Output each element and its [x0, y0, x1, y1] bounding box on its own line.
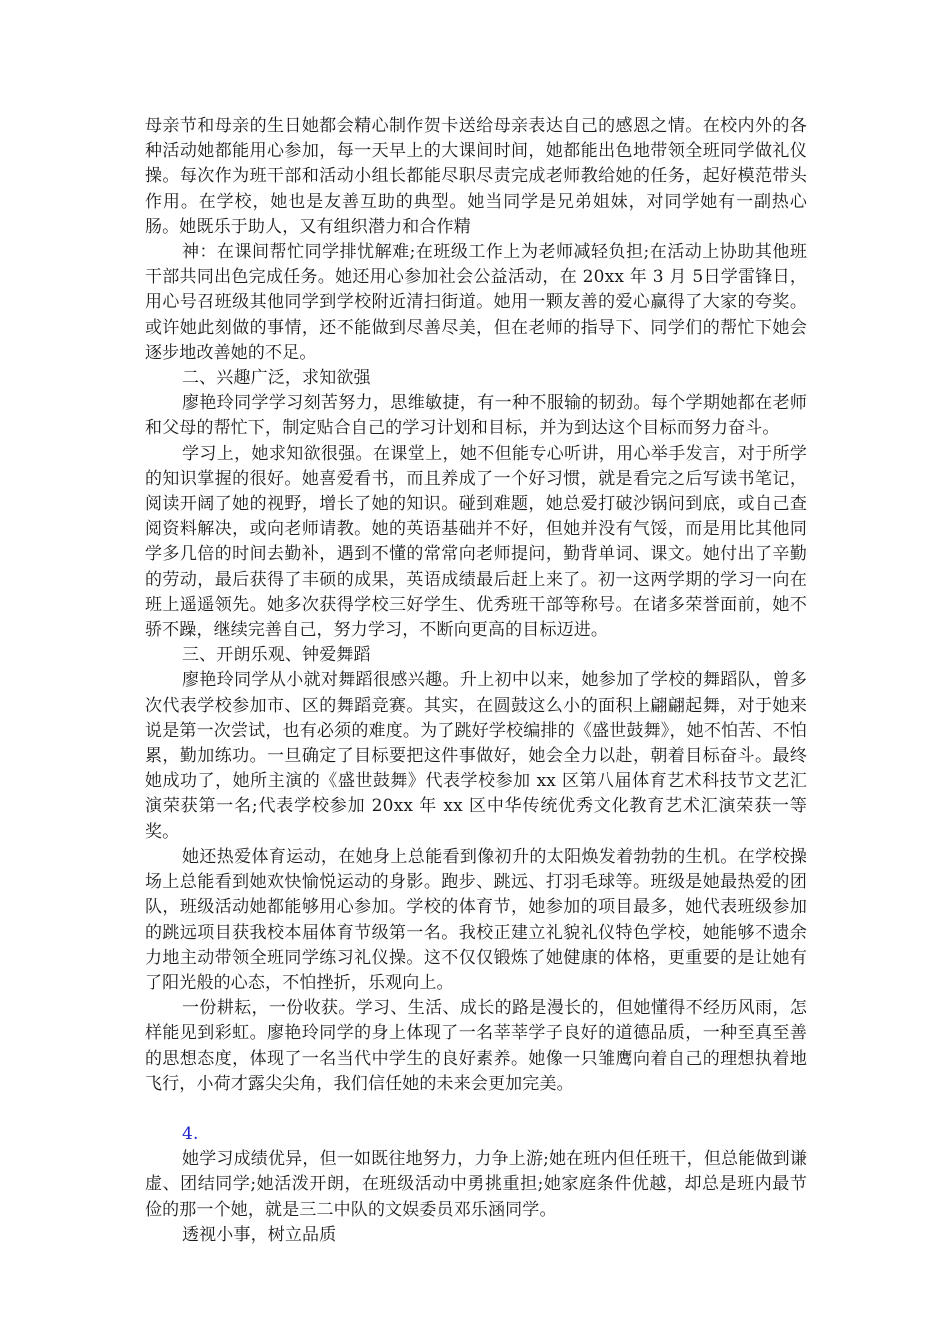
paragraph-cooperation: 神：在课间帮忙同学排忧解难;在班级工作上为老师减轻负担;在活动上协助其他班干部共同出色完成任务。她还用心参加社会公益活动，在 20xx 年 3 月 5日学雷锋日，用心号召班级其他同学到学校附近清扫街道。她用一颗友善的爱心赢得了大家的夸奖。或许她此刻做的事情，还不能做到尽善尽美，但在老师的指导下、同学们的帮忙下她会逐步地改善她的不足。	[145, 242, 807, 363]
paragraph-study-details: 学习上，她求知欲很强。在课堂上，她不但能专心听讲，用心举手发言，对于所学的知识掌握的很好。她喜爱看书，而且养成了一个好习惯，就是看完之后写读书笔记，阅读开阔了她的视野，增长了她的知识。碰到难题，她总爱打破沙锅问到底，或自己查阅资料解决，或向老师请教。她的英语基础并不好，但她并没有气馁，而是用比其他同学多几倍的时间去勤补，遇到不懂的常常向老师提问，勤背单词、课文。她付出了辛勤的劳动，最后获得了丰硕的成果，英语成绩最后赶上来了。初一这两学期的学习一向在班上遥遥领先。她多次获得学校三好学生、优秀班干部等称号。在诸多荣誉面前，她不骄不躁，继续完善自己，努力学习，不断向更高的目标迈进。	[145, 443, 807, 641]
section-heading-interests: 二、兴趣广泛，求知欲强	[182, 368, 371, 389]
paragraph-dance: 廖艳玲同学从小就对舞蹈很感兴趣。升上初中以来，她参加了学校的舞蹈队，曾多次代表学校参加市、区的舞蹈竞赛。其实，在圆鼓这么小的面积上翩翩起舞，对于她来说是第一次尝试，也有必须的难度。为了跳好学校编排的《盛世鼓舞》，她不怕苦、不怕累，勤加练功。一旦确定了目标要把这件事做好，她会全力以赴，朝着目标奋斗。最终她成功了，她所主演的《盛世鼓舞》代表学校参加 xx 区第八届体育艺术科技节文艺汇演荣获第一名;代表学校参加 20xx 年 xx 区中华传统优秀文化教育艺术汇演荣获一等奖。	[145, 670, 807, 842]
section-heading-dance: 三、开朗乐观、钟爱舞蹈	[182, 645, 371, 666]
paragraph-gratitude: 母亲节和母亲的生日她都会精心制作贺卡送给母亲表达自己的感恩之情。在校内外的各种活动她都能用心参加，每一天早上的大课间时间，她都能出色地带领全班同学做礼仪操。每次作为班干部和活动小组长都能尽职尽责完成老师教给她的任务，起好模范带头作用。在学校，她也是友善互助的典型。她当同学是兄弟姐妹，对同学她有一副热心肠。她既乐于助人，又有组织潜力和合作精	[145, 116, 807, 237]
paragraph-conclusion: 一份耕耘，一份收获。学习、生活、成长的路是漫长的，但她懂得不经历风雨，怎样能见到彩虹。廖艳玲同学的身上体现了一名莘莘学子良好的道德品质，一种至真至善的思想态度，体现了一名当代中学生的良好素养。她像一只雏鹰向着自己的理想执着地飞行，小荷才露尖尖角，我们信任她的未来会更加完美。	[145, 998, 807, 1094]
blank-line	[145, 1097, 807, 1122]
document-body	[145, 114, 807, 1248]
paragraph-study-diligence: 廖艳玲同学学习刻苦努力，思维敏捷，有一种不服输的韧劲。每个学期她都在老师和父母的帮忙下，制定贴合自己的学习计划和目标，并为到达这个目标而努力奋斗。	[145, 393, 807, 439]
paragraph-sports: 她还热爱体育运动，在她身上总能看到像初升的太阳焕发着勃勃的生机。在学校操场上总能看到她欢快愉悦运动的身影。跑步、跳远、打羽毛球等。班级是她最热爱的团队，班级活动她都能够用心参加。学校的体育节，她参加的项目最多，她代表班级参加的跳远项目获我校本届体育节级第一名。我校正建立礼貌礼仪特色学校，她能够不遗余力地主动带领全班同学练习礼仪操。这不仅仅锻炼了她健康的体格，更重要的是让她有了阳光般的心态，不怕挫折，乐观向上。	[145, 846, 807, 993]
list-number: 4.	[182, 1123, 199, 1144]
paragraph-deng-lehan: 她学习成绩优异，但一如既往地努力，力争上游;她在班内但任班干，但总能做到谦虚、团结同学;她活泼开朗，在班级活动中勇挑重担;她家庭条件优越，却总是班内最节俭的那一个她，就是三二中队的文娱委员邓乐涵同学。	[145, 1149, 807, 1220]
section-heading-small-things: 透视小事，树立品质	[182, 1224, 337, 1245]
